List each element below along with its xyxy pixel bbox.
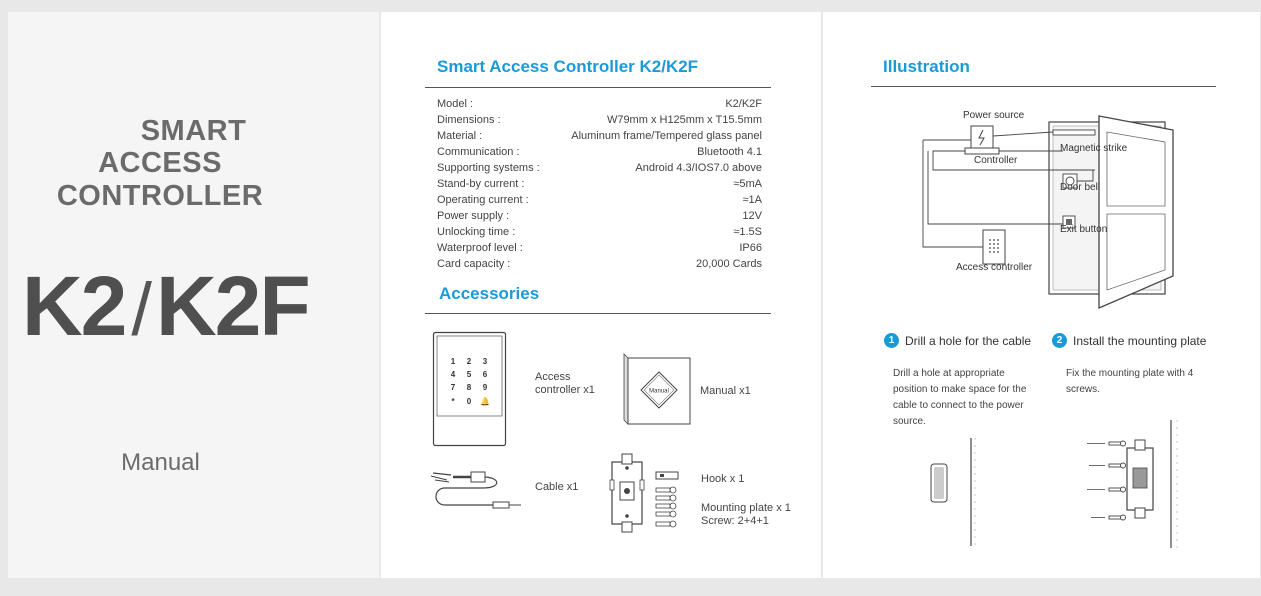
spec-row (437, 160, 762, 176)
spec-label: Communication : (437, 146, 520, 158)
drill-hole-image (931, 438, 991, 546)
keypad-key: 6 (482, 370, 488, 379)
spec-value: Aluminum frame/Tempered glass panel (571, 130, 762, 142)
spec-value: K2/K2F (725, 98, 762, 110)
step1-line: Drill a hole at appropriate (893, 368, 1005, 379)
step2-line: screws. (1066, 384, 1100, 395)
access-controller-label-line2: controller x1 (535, 384, 595, 396)
step2-title-text: Install the mounting plate (1073, 333, 1207, 348)
spec-heading-rule (425, 87, 771, 88)
spec-label: Operating current : (437, 194, 529, 206)
step1-title (884, 333, 1031, 348)
step2-number-badge: 2 (1052, 333, 1067, 348)
spec-value: Android 4.3/IOS7.0 above (635, 162, 762, 174)
spec-table (437, 96, 762, 272)
door-bell-label: Door bell (1060, 182, 1101, 193)
keypad-key: 2 (466, 357, 472, 366)
model-name (22, 258, 309, 355)
spec-value: IP66 (739, 242, 762, 254)
step1-description (893, 366, 1026, 430)
spec-label: Card capacity : (437, 258, 511, 270)
illustration-heading: Illustration (883, 57, 970, 76)
keypad-key: 0 (466, 397, 472, 406)
step1-line: cable to connect to the power (893, 400, 1024, 411)
manual-booklet-image (624, 354, 690, 424)
spec-row (437, 256, 762, 272)
spec-panel (381, 12, 821, 578)
keypad-key: 3 (482, 357, 488, 366)
magnetic-strike-label: Magnetic strike (1060, 143, 1128, 154)
spec-label: Supporting systems : (437, 162, 540, 174)
keypad-key: 5 (466, 370, 472, 379)
mounting-plate-image (610, 452, 692, 537)
cover-title-line2: ACCESS CONTROLLER (56, 147, 264, 212)
install-plate-image (1087, 420, 1197, 548)
spec-row (437, 224, 762, 240)
step2-title (1052, 333, 1206, 348)
spec-row (437, 96, 762, 112)
illustration-panel (823, 12, 1260, 578)
step1-line: position to make space for the (893, 384, 1027, 395)
spec-value: ≈1.5S (733, 226, 762, 238)
spec-row (437, 144, 762, 160)
keypad-key: 9 (482, 383, 488, 392)
cable-image (431, 460, 523, 515)
spec-value: ≈1A (742, 194, 762, 206)
controller-label: Controller (974, 155, 1018, 166)
illustration-heading-rule (871, 86, 1216, 87)
spec-row (437, 192, 762, 208)
step2-line: Fix the mounting plate with 4 (1066, 368, 1194, 379)
cover-panel (8, 12, 379, 578)
spec-row (437, 128, 762, 144)
spec-row (437, 240, 762, 256)
screw-label: Screw: 2+4+1 (701, 515, 769, 527)
spec-label: Waterproof level : (437, 242, 523, 254)
keypad-key: 4 (450, 370, 456, 379)
spec-label: Power supply : (437, 210, 510, 222)
mounting-plate-label: Mounting plate x 1 (701, 502, 791, 514)
keypad-key: 7 (450, 383, 456, 392)
spec-value: 12V (742, 210, 762, 222)
spec-value: W79mm x H125mm x T15.5mm (606, 114, 762, 126)
spec-label: Model : (437, 98, 474, 110)
spec-value: 20,000 Cards (695, 258, 762, 270)
cover-title-line1: SMART (140, 115, 247, 147)
model-slash: / (131, 268, 150, 351)
model-k2: K2 (22, 259, 126, 353)
step1-title-text: Drill a hole for the cable (905, 333, 1032, 348)
accessories-heading-rule (425, 313, 771, 314)
spec-heading: Smart Access Controller K2/K2F (437, 57, 699, 76)
power-source-label: Power source (963, 110, 1025, 121)
spec-label: Unlocking time : (437, 226, 516, 238)
model-k2f: K2F (155, 259, 309, 353)
spec-value: ≈5mA (733, 178, 762, 190)
access-controller-label-line1: Access (535, 371, 571, 383)
keypad-key: 1 (450, 357, 456, 366)
access-controller-device-image (433, 332, 506, 446)
step1-line: source. (893, 416, 926, 427)
manual-label: Manual x1 (700, 385, 751, 397)
step2-description (1066, 366, 1193, 398)
spec-label: Stand-by current : (437, 178, 525, 190)
step1-number-badge: 1 (884, 333, 899, 348)
access-controller-diagram-label: Access controller (956, 262, 1033, 273)
spec-row (437, 176, 762, 192)
keypad-key: * (451, 397, 455, 406)
wiring-diagram (913, 110, 1213, 310)
exit-button-label: Exit button (1060, 224, 1108, 235)
spec-row (437, 112, 762, 128)
accessories-heading: Accessories (439, 284, 540, 303)
spec-label: Dimensions : (437, 114, 501, 126)
manual-box-text: Manual (649, 388, 669, 395)
keypad-key: 8 (466, 383, 472, 392)
spec-label: Material : (437, 130, 483, 142)
cover-manual-label: Manual (121, 449, 200, 476)
spec-value: Bluetooth 4.1 (697, 146, 762, 158)
hook-label: Hook x 1 (701, 473, 745, 485)
cable-label: Cable x1 (535, 481, 579, 493)
spec-row (437, 208, 762, 224)
keypad-key: 🔔 (480, 397, 490, 406)
